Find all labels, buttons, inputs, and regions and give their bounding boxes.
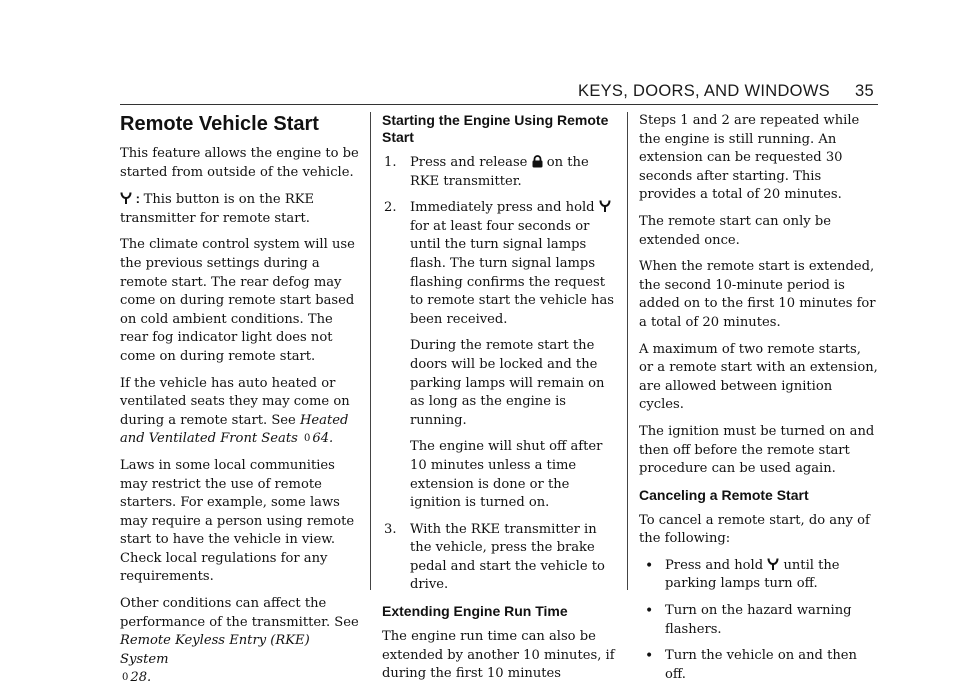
heading-starting-engine: Starting the Engine Using Remote Start	[382, 112, 609, 145]
page-number: 35	[855, 82, 874, 100]
maximum-paragraph: A maximum of two remote starts, or a remote start with an extension, are allowed between ignition cycles.	[639, 341, 878, 413]
bullet-marker: •	[645, 603, 654, 620]
step-3: 3. With the RKE transmitter in the vehicle, press the brake pedal and start the vehicle to drive.	[384, 521, 605, 593]
remote-start-icon	[599, 199, 611, 213]
laws-paragraph: Laws in some local communities may restrict the use of remote starters. For example, some laws may require a person using remote start to have the vehicle in view. Check local regulations for any requirements.	[120, 457, 355, 585]
section-title: KEYS, DOORS, AND WINDOWS	[578, 82, 830, 100]
seats-paragraph: If the vehicle has auto heated or ventilated seats they may come on during a remote start. See Heated and Ventilated Front Seats 0 64.	[120, 375, 360, 449]
extended-paragraph: When the remote start is extended, the second 10-minute period is added on to the first 10 minutes for a total of 20 minutes.	[639, 259, 876, 330]
other-conditions-paragraph: Other conditions can affect the performance of the transmitter. See Remote Keyless Entry (RKE) System 0 28.	[120, 595, 360, 688]
remote-start-icon	[120, 191, 132, 205]
page-arrow-icon: 0	[122, 672, 129, 684]
page-header	[0, 82, 960, 102]
step-1: 1. Press and release on the RKE transmitter.	[384, 155, 589, 189]
extend-once-paragraph: The remote start can only be extended once.	[639, 213, 831, 248]
cancel-bullet-1: • Press and hold until the parking lamps turn off.	[645, 557, 840, 592]
column-divider-1	[370, 112, 371, 590]
heading-canceling: Canceling a Remote Start	[639, 486, 809, 503]
step-2-note-1: During the remote start the doors will be locked and the parking lamps will remain on as long as the engine is running.	[410, 338, 605, 428]
extend-paragraph: The engine run time can also be extended by another 10 minutes, if during the first 10 minutes	[382, 629, 615, 682]
climate-paragraph: The climate control system will use the previous settings during a remote start. The rear defog may come on during remote start based on cold ambient conditions. The rear fog indicator light does not come on during remote start.	[120, 237, 355, 364]
step-2: 2. Immediately press and hold for at least four seconds or until the turn signal lamps flash. The turn signal lamps flashing confirms the request to remote start the vehicle has been received. During the remote start the doors will be locked and the parking lamps will remain on as long as the engine is running. The engine will shut off after 10 minutes unless a time extension is done or the ignition is turned on.	[382, 199, 618, 513]
seats-reference-link[interactable]: Heated and Ventilated Front Seats	[120, 412, 349, 447]
header-rule	[120, 104, 878, 105]
ignition-paragraph: The ignition must be turned on and then off before the remote start procedure can be used again.	[639, 423, 875, 477]
cancel-bullet-3: • Turn the vehicle on and then off.	[645, 648, 857, 682]
column-2	[382, 112, 618, 692]
steps-repeat-paragraph: Steps 1 and 2 are repeated while the engine is still running. An extension can be requested 30 seconds after starting. This provides a total of 20 minutes.	[639, 113, 860, 203]
cancel-bullet-2: • Turn on the hazard warning flashers.	[645, 603, 852, 637]
cancel-intro: To cancel a remote start, do any of the following:	[639, 512, 870, 547]
intro-paragraph: This feature allows the engine to be started from outside of the vehicle.	[120, 146, 359, 180]
page-arrow-icon: 0	[303, 433, 311, 445]
column-divider-2	[627, 112, 628, 590]
button-description: : This button is on the RKE transmitter for remote start.	[120, 191, 315, 226]
column-1	[120, 112, 360, 696]
column-3	[639, 112, 879, 692]
bullet-marker: •	[645, 648, 654, 665]
button-description-text: This button is on the RKE transmitter for remote start.	[120, 192, 315, 226]
heading-extending-run-time: Extending Engine Run Time	[382, 603, 568, 620]
rke-reference-link[interactable]: Remote Keyless Entry (RKE) System	[120, 633, 310, 667]
page-title: Remote Vehicle Start	[120, 113, 319, 135]
lock-icon	[532, 155, 543, 168]
bullet-marker: •	[645, 557, 654, 574]
remote-start-icon	[767, 557, 779, 571]
rke-reference-page[interactable]: 28.	[130, 670, 152, 686]
step-2-note-2: The engine will shut off after 10 minutes unless a time extension is done or the ignition is turned on.	[410, 439, 603, 511]
seats-reference-page[interactable]: 64.	[312, 431, 334, 447]
